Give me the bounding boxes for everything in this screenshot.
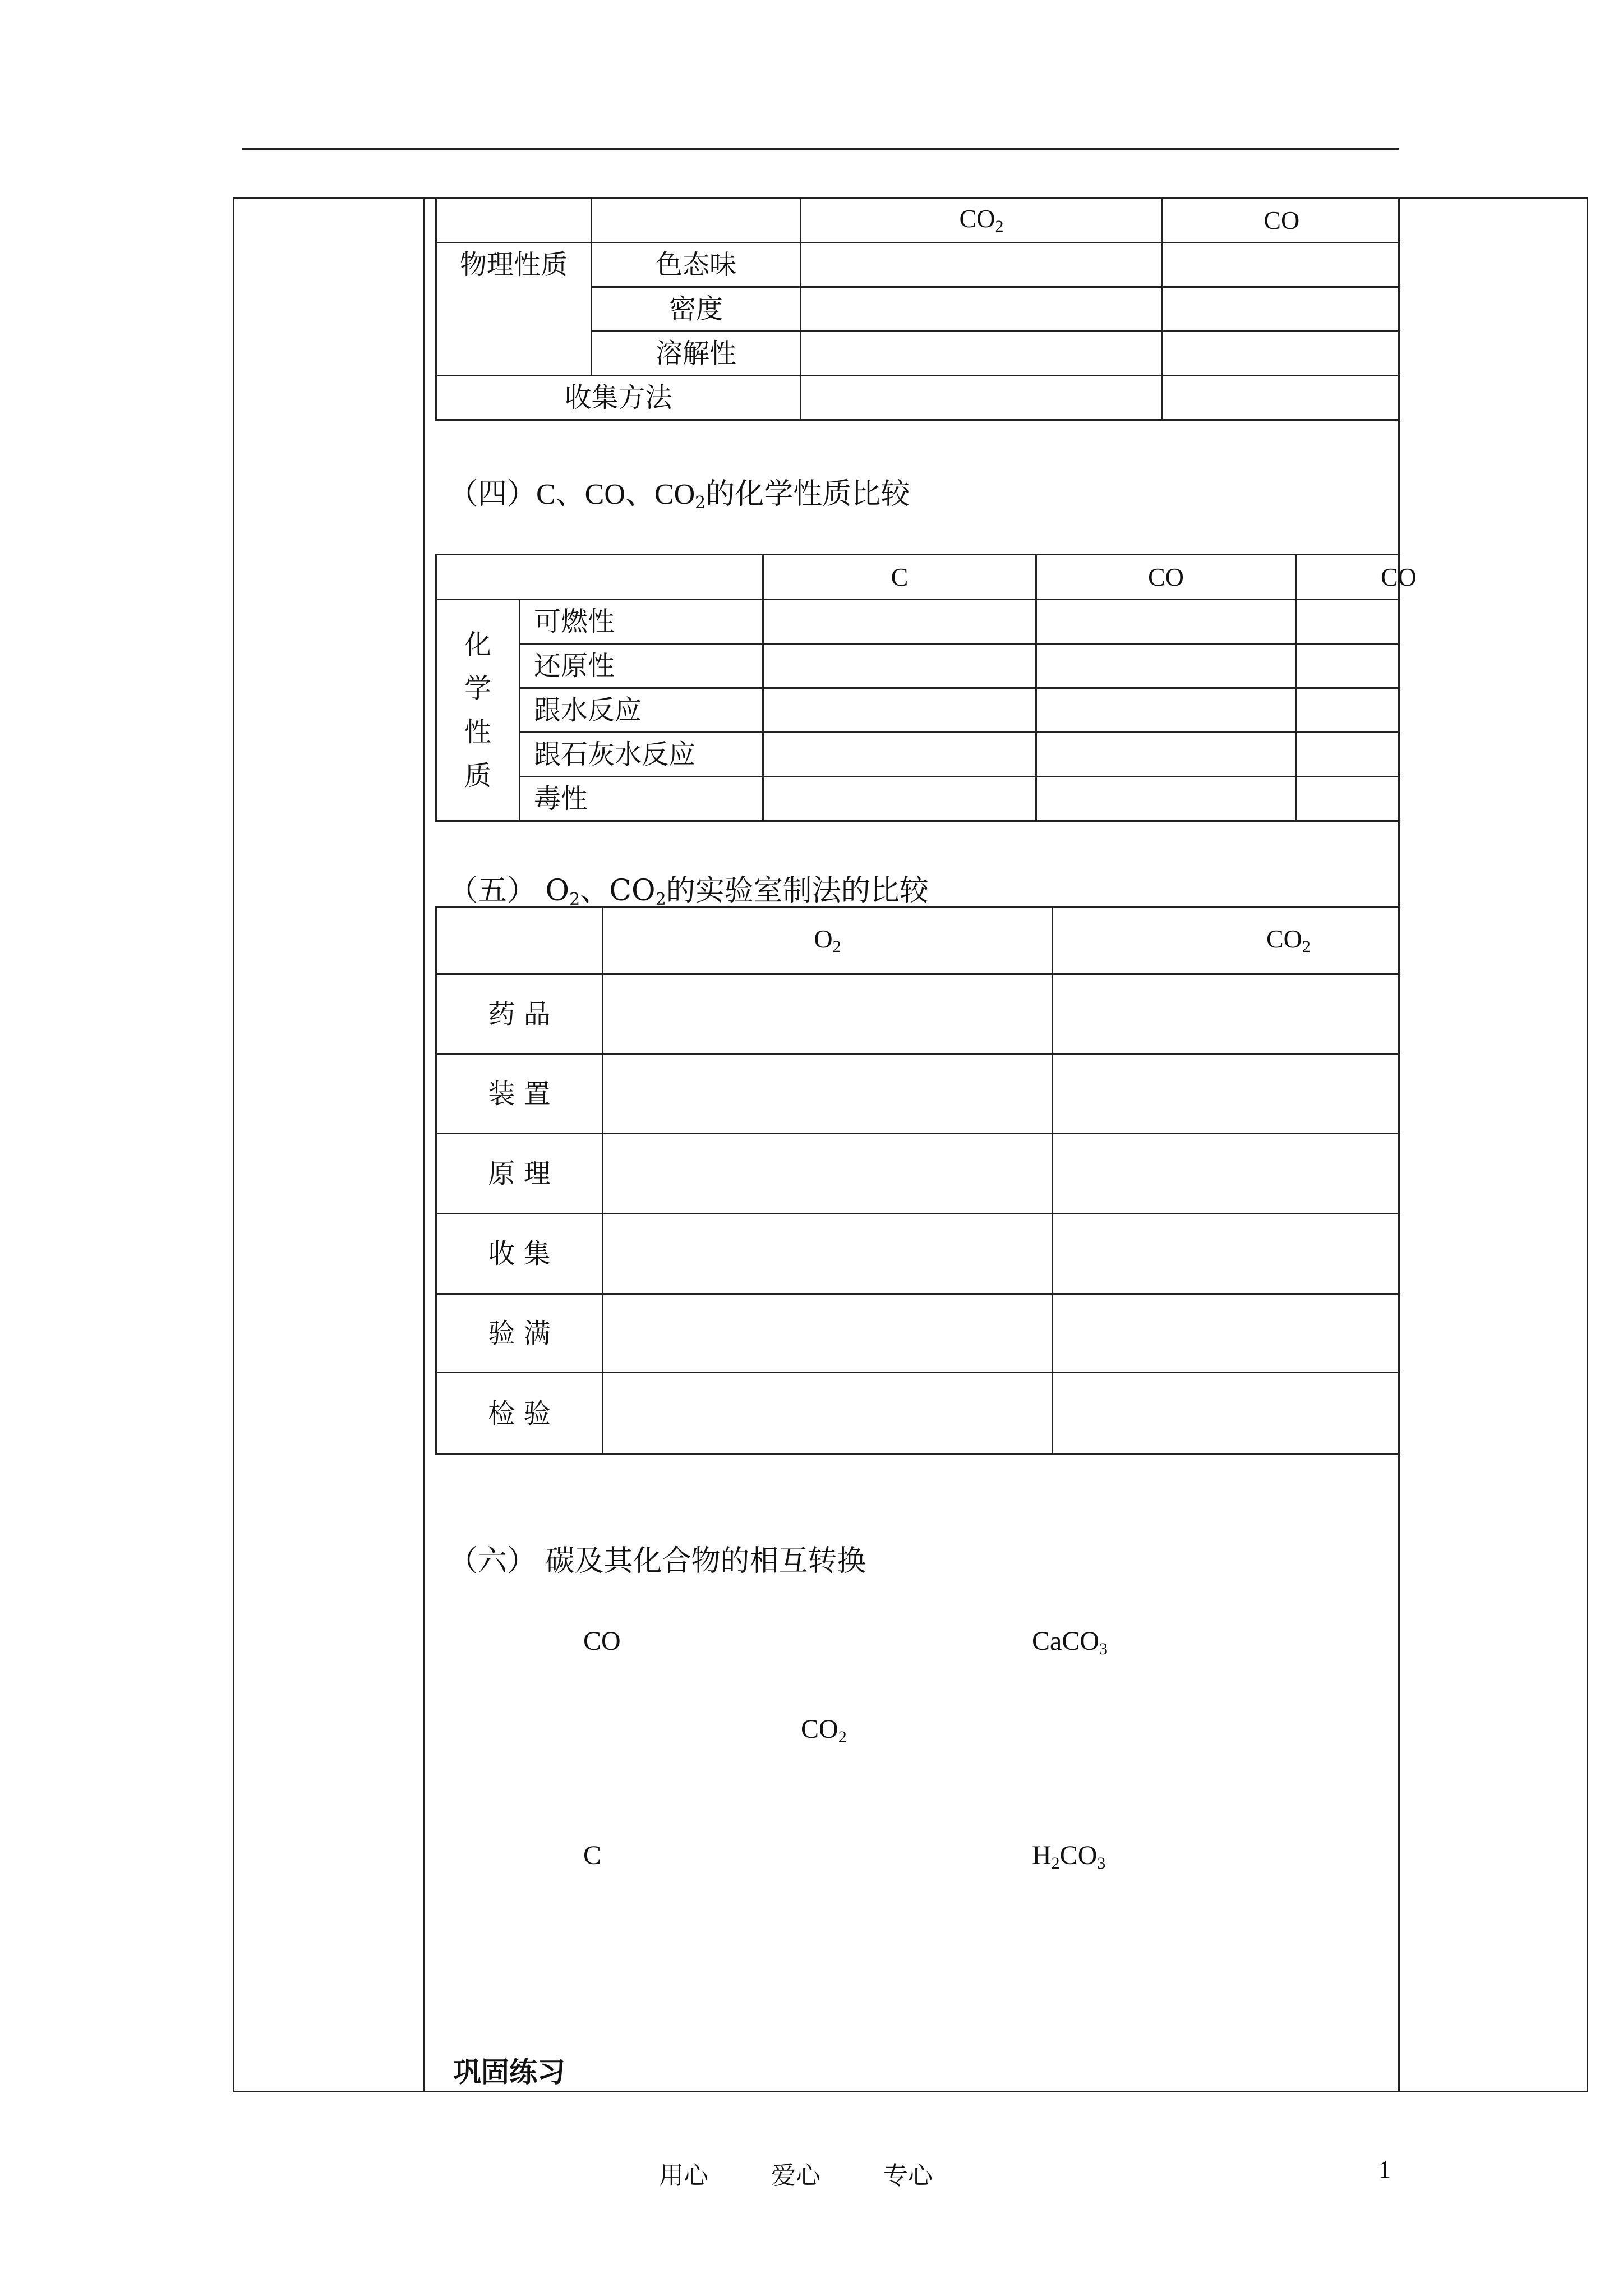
cell-blank [1053,974,1400,1054]
row-label-combustibility: 可燃性 [520,600,763,644]
header-cell-empty-1 [436,199,592,243]
header-c: C [763,555,1036,600]
header-rule [242,148,1399,150]
row-label-principle: 原 理 [436,1134,603,1214]
cell-blank [603,1134,1053,1214]
row-label-collection: 收集方法 [436,376,801,420]
cell-blank [1036,600,1296,644]
page-number: 1 [1378,2156,1391,2183]
section-4-title: （四）C、CO、$CO_2$的化学性质比较 [449,477,910,513]
cell-blank [1053,1134,1400,1214]
cell-blank [763,644,1036,688]
cell-blank [1296,777,1400,821]
cell-blank [1163,287,1400,332]
cell-blank [1036,733,1296,777]
row-label-density: 密度 [592,287,801,332]
section-5-title: （五） $O_2$、$CO_2$的实验室制法的比较 [449,874,929,909]
formula-co2: $CO_2$ [801,1714,847,1746]
footer-motto-2: 爱心 [771,2161,820,2190]
cell-blank [1296,600,1400,644]
header-cell-empty [436,907,603,974]
section-6-title: （六） 碳及其化合物的相互转换 [449,1544,866,1578]
header-co2: $CO_2$ [1053,907,1400,974]
formula-h2co3: $H_2CO_3$ [1032,1841,1106,1872]
cell-blank [603,974,1053,1054]
frame-divider-left [423,197,425,2092]
practice-heading: 巩固练习 [453,2056,565,2088]
cell-blank [1036,688,1296,733]
cell-blank [801,376,1163,420]
physical-properties-label: 物理性质 [436,243,592,376]
cell-blank [603,1373,1053,1455]
header-co2-clipped: CO [1296,555,1400,600]
row-label-test: 检 验 [436,1373,603,1455]
cell-blank [801,332,1163,376]
row-label-reagents: 药 品 [436,974,603,1054]
cell-blank [1053,1373,1400,1455]
row-label-collection: 收 集 [436,1214,603,1294]
cell-blank [1296,688,1400,733]
row-label-reducibility: 还原性 [520,644,763,688]
row-label-appearance: 色态味 [592,243,801,287]
lab-preparation-table [435,906,1400,1455]
header-co: CO [1163,199,1400,243]
cell-blank [1036,644,1296,688]
row-label-limewater-reaction: 跟石灰水反应 [520,733,763,777]
cell-blank [801,287,1163,332]
row-label-solubility: 溶解性 [592,332,801,376]
cell-blank [763,733,1036,777]
row-label-toxicity: 毒性 [520,777,763,821]
footer-motto-3: 专心 [883,2161,933,2190]
cell-blank [1163,332,1400,376]
cell-blank [603,1294,1053,1373]
cell-blank [1163,243,1400,287]
cell-blank [1053,1054,1400,1134]
formula-c: C [583,1841,602,1870]
cell-blank [1036,777,1296,821]
header-o2: $O_2$ [603,907,1053,974]
cell-blank [763,777,1036,821]
cell-blank [763,688,1036,733]
cell-blank [1296,644,1400,688]
row-label-water-reaction: 跟水反应 [520,688,763,733]
footer-motto-1: 用心 [659,2161,708,2190]
cell-blank [603,1054,1053,1134]
cell-blank [1163,376,1400,420]
chemical-properties-side-label: 化 学 性 质 [436,600,520,821]
cell-blank [1296,733,1400,777]
cell-blank [1053,1214,1400,1294]
formula-caco3: CaCO$_3$ [1032,1626,1108,1658]
header-co: CO [1036,555,1296,600]
cell-blank [1053,1294,1400,1373]
header-co2: $CO_2$ [801,199,1163,243]
row-label-full-check: 验 满 [436,1294,603,1373]
cell-blank [763,600,1036,644]
header-cell-empty [436,555,763,600]
formula-co: CO [583,1626,621,1656]
chemical-properties-table [435,554,1417,822]
physical-properties-table [435,197,1400,421]
cell-blank [801,243,1163,287]
row-label-apparatus: 装 置 [436,1054,603,1134]
cell-blank [603,1214,1053,1294]
header-cell-empty-2 [592,199,801,243]
